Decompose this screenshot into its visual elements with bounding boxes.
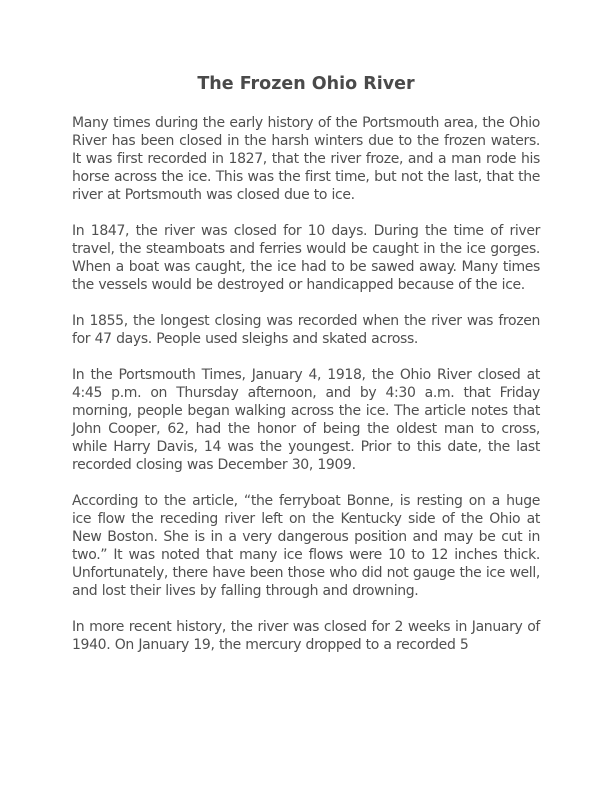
paragraph-1918: In the Portsmouth Times, January 4, 1918, the Ohio River closed at 4:45 p.m. on Thursday afternoon, and by 4:30 a.m. that Friday morning, people began walking across the ice. The article notes that John Cooper, 62, had the honor of being the oldest man to cross, while Harry Davis, 14 was the youngest. Prior to this date, the last recorded closing was December 30, 1909. bbox=[72, 367, 540, 473]
paragraph-1847: In 1847, the river was closed for 10 days. During the time of river travel, the steamboats and ferries would be caught in the ice gorges. When a boat was caught, the ice had to be sawed away. Many times the vessels would be destroyed or handicapped because of the ice. bbox=[72, 223, 540, 293]
paragraph-1940: In more recent history, the river was closed for 2 weeks in January of 1940. On January 19, the mercury dropped to a recorded 5 bbox=[72, 619, 540, 653]
paragraph-ferryboat: According to the article, “the ferryboat Bonne, is resting on a huge ice flow the receding river left on the Kentucky side of the Ohio at New Boston. She is in a very dangerous position and may be cut in two.” It was noted that many ice flows were 10 to 12 inches thick. Unfortunately, there have been those who did not gauge the ice well, and lost their lives by falling through and drowning. bbox=[72, 493, 540, 599]
paragraph-1855: In 1855, the longest closing was recorded when the river was frozen for 47 days. People used sleighs and skated across. bbox=[72, 313, 540, 347]
paragraph-early-history: Many times during the early history of the Portsmouth area, the Ohio River has been closed in the harsh winters due to the frozen waters. It was first recorded in 1827, that the river froze, and a man rode his horse across the ice. This was the first time, but not the last, that the river at Portsmouth was closed due to ice. bbox=[72, 115, 540, 203]
document-title: The Frozen Ohio River bbox=[197, 74, 415, 94]
